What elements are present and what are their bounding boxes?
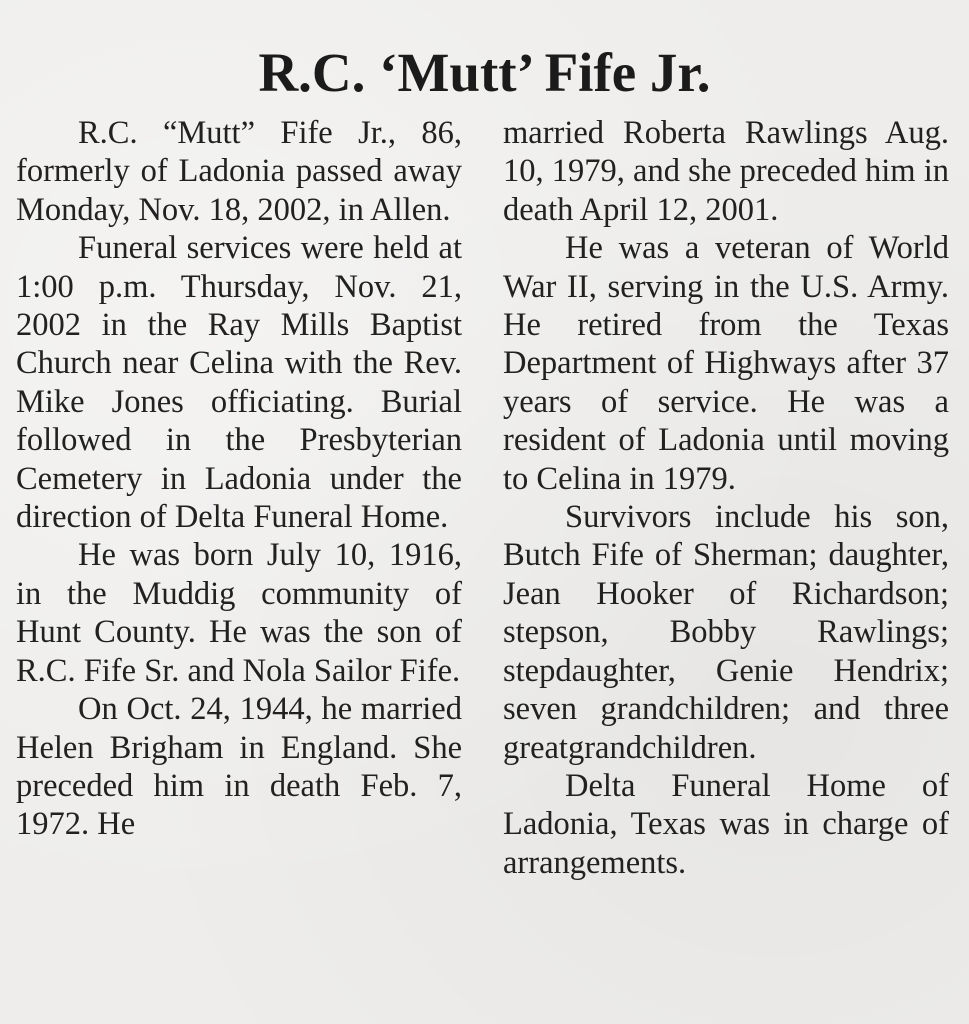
- right-column: [503, 114, 949, 882]
- paragraph-first-marriage: On Oct. 24, 1944, he married Helen Brigham in England. She preceded him in death Feb. 7, 1972. He: [16, 691, 462, 843]
- paragraph-survivors: Survivors include his son, Butch Fife of Sherman; daughter, Jean Hooker of Richardson; stepson, Bobby Rawlings; stepdaughter, Genie Hendrix; seven grandchildren; and three greatgrandchildren.: [503, 499, 949, 766]
- paragraph-birth: He was born July 10, 1916, in the Muddig community of Hunt County. He was the son of R.C. Fife Sr. and Nola Sailor Fife.: [16, 537, 462, 689]
- obituary-headline: R.C. ‘Mutt’ Fife Jr.: [258, 42, 711, 103]
- paragraph-funeral-services: Funeral services were held at 1:00 p.m. Thursday, Nov. 21, 2002 in the Ray Mills Baptist Church near Celina with the Rev. Mike Jones officiating. Burial followed in the Presbyterian Cemetery in Ladonia under the direction of Delta Funeral Home.: [16, 230, 462, 536]
- paragraph-career: He was a veteran of World War II, serving in the U.S. Army. He retired from the Texas Department of Highways after 37 years of service. He was a resident of Ladonia until moving to Celina in 1979.: [503, 230, 949, 497]
- paragraph-death-notice: R.C. “Mutt” Fife Jr., 86, formerly of Ladonia passed away Monday, Nov. 18, 2002, in Allen.: [16, 115, 462, 228]
- paragraph-arrangements: Delta Funeral Home of Ladonia, Texas was in charge of arrangements.: [503, 767, 949, 881]
- paragraph-second-marriage: married Roberta Rawlings Aug. 10, 1979, and she preceded him in death April 12, 2001.: [503, 115, 949, 228]
- left-column: [16, 114, 462, 844]
